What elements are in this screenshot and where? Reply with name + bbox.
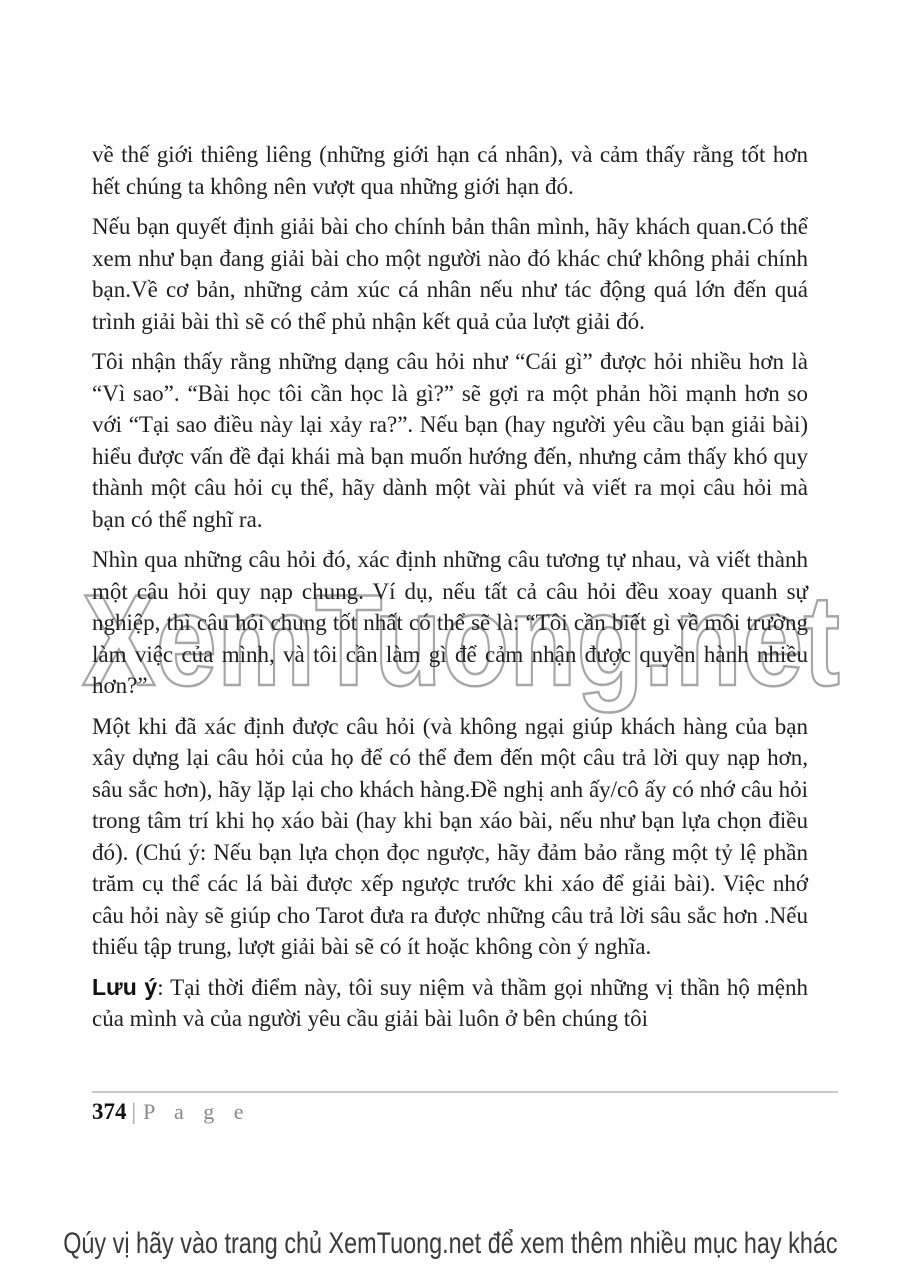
paragraph-2: Nếu bạn quyết định giải bài cho chính bản thân mình, hãy khách quan.Có thể xem như bạn đang giải bài cho một người nào đó khác chứ không phải chính bạn.Về cơ bản, những cảm xúc cá nhân nếu như tác động quá lớn đến quá trình giải bài thì sẽ có thể phủ nhận kết quả của lượt giải đó. — [92, 214, 808, 334]
paragraph-4: Nhìn qua những câu hỏi đó, xác định những câu tương tự nhau, và viết thành một câu hỏi quy nạp chung. Ví dụ, nếu tất cả câu hỏi đều xoay quanh sự nghiệp, thì câu hỏi chung tốt nhất có thể sẽ là: “Tôi cần biết gì về môi trường làm việc của mình, và tôi cần làm gì để cảm nhận được quyền hành nhiều hơn?” — [92, 547, 808, 698]
paragraph-5: Một khi đã xác định được câu hỏi (và không ngại giúp khách hàng của bạn xây dựng lại câu hỏi của họ để có thể đem đến một câu trả lời quy nạp hơn, sâu sắc hơn), hãy lặp lại cho khách hàng.Đề nghị anh ấy/cô ấy có nhớ câu hỏi trong tâm trí khi họ xáo bài (hay khi bạn xáo bài, nếu như bạn lựa chọn điều đó). (Chú ý: Nếu bạn lựa chọn đọc ngược, hãy đảm bảo rằng một tỷ lệ phần trăm cụ thể các lá bài được xếp ngược trước khi xáo để giải bài). Việc nhớ câu hỏi này sẽ giúp cho Tarot đưa ra được những câu trả lời sâu sắc hơn .Nếu thiếu tập trung, lượt giải bài sẽ có ít hoặc không còn ý nghĩa. — [92, 713, 808, 959]
page-number-footer — [92, 1099, 251, 1125]
site-footer-prefix: Qúy vị hãy vào trang chủ — [62, 1227, 329, 1260]
page-number-separator: | — [131, 1099, 137, 1124]
site-footer-text — [63, 1227, 837, 1261]
paragraph-note — [92, 972, 808, 1035]
page-number: 374 — [92, 1099, 127, 1124]
site-footer-suffix: để xem thêm nhiều mục hay khác — [480, 1227, 838, 1260]
site-footer — [0, 1227, 900, 1261]
paragraph-1: về thế giới thiêng liêng (những giới hạn cá nhân), và cảm thấy rằng tốt hơn hết chúng ta không nên vượt qua những giới hạn đó. — [92, 142, 808, 199]
note-label: Lưu ý — [92, 973, 158, 1000]
page-content — [92, 139, 808, 1044]
paragraph-3: Tôi nhận thấy rằng những dạng câu hỏi như “Cái gì” được hỏi nhiều hơn là “Vì sao”. “Bài học tôi cần học là gì?” sẽ gợi ra một phản hồi mạnh hơn so với “Tại sao điều này lại xảy ra?”. Nếu bạn (hay người yêu cầu bạn giải bài) hiểu được vấn đề đại khái mà bạn muốn hướng đến, nhưng cảm thấy khó quy thành một câu hỏi cụ thể, hãy dành một vài phút và viết ra mọi câu hỏi mà bạn có thể nghĩ ra. — [92, 349, 808, 532]
note-text: : Tại thời điểm này, tôi suy niệm và thầm gọi những vị thần hộ mệnh của mình và của người yêu cầu giải bài luôn ở bên chúng tôi — [92, 974, 808, 1031]
page-word: P a g e — [143, 1099, 251, 1124]
watermark-text: XemTuong.net — [82, 567, 840, 713]
site-footer-link: XemTuong.net — [328, 1227, 481, 1260]
footer-divider — [92, 1091, 838, 1093]
